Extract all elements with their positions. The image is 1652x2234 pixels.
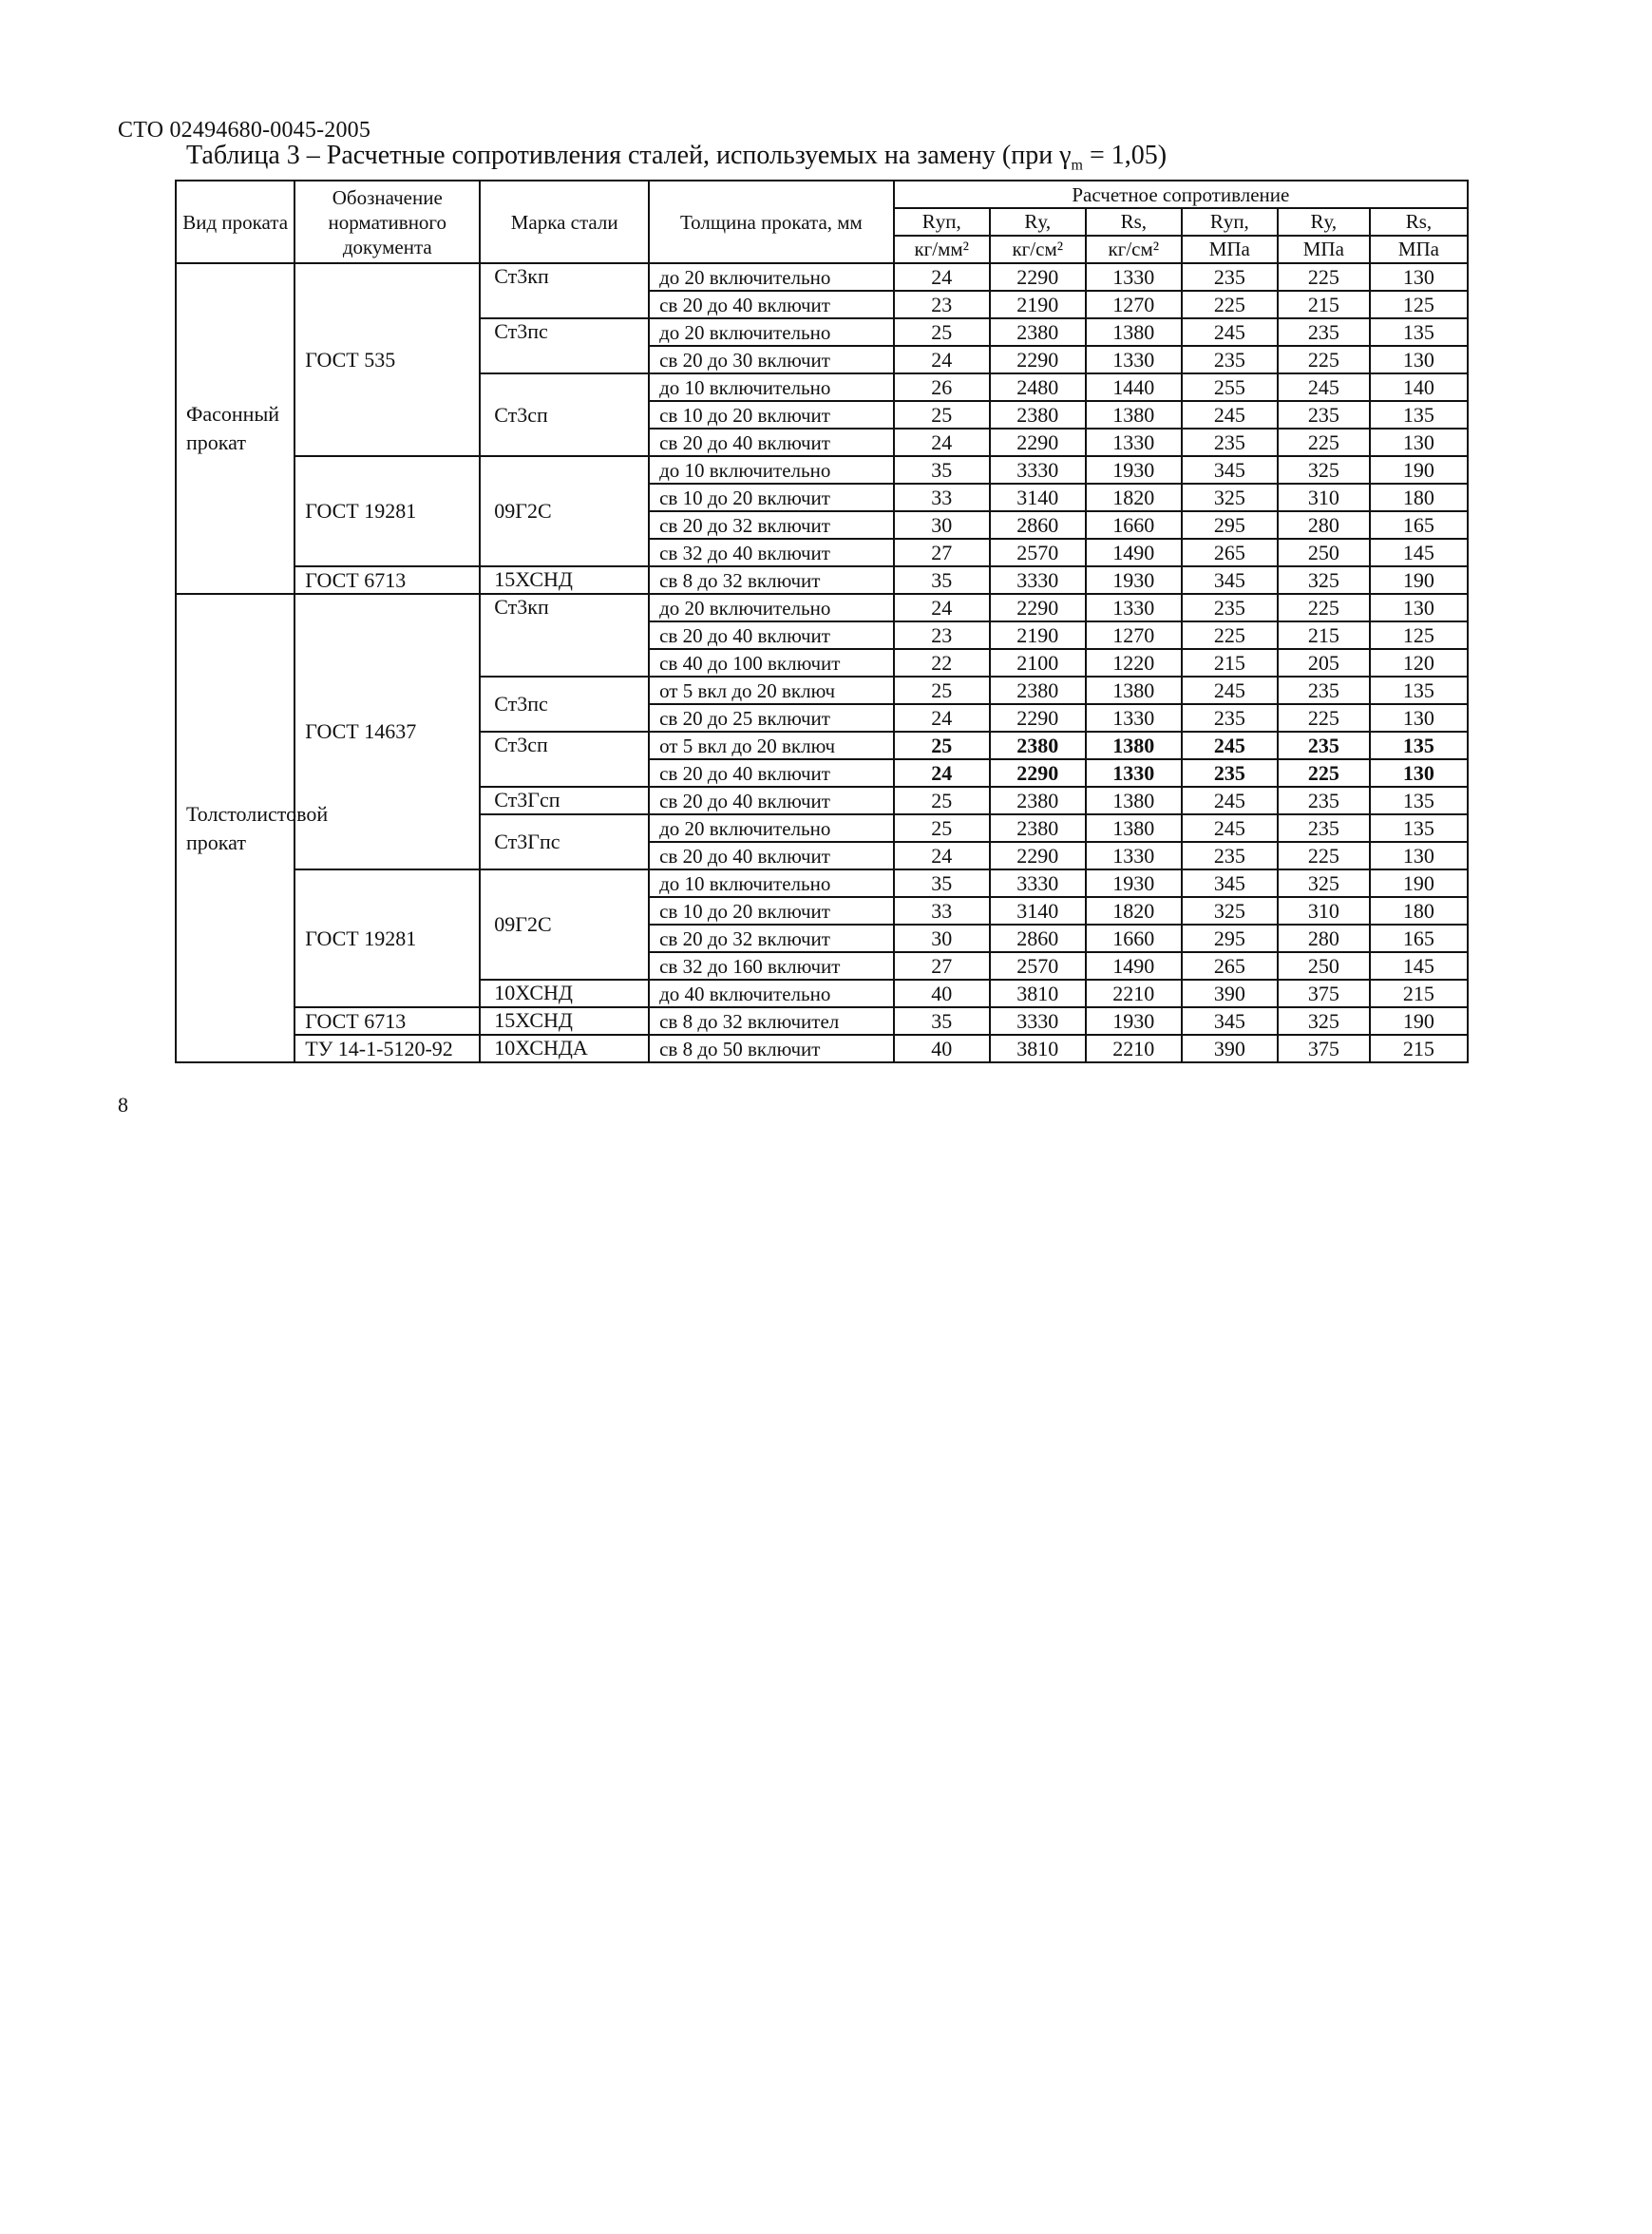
thickness-cell: св 8 до 32 включит	[649, 566, 894, 594]
value-cell: 325	[1278, 566, 1370, 594]
header-unit5: МПа	[1278, 236, 1370, 263]
value-cell: 130	[1370, 346, 1468, 373]
thickness-cell: до 40 включительно	[649, 980, 894, 1007]
header-unit6: МПа	[1370, 236, 1468, 263]
value-cell: 390	[1182, 980, 1278, 1007]
value-cell: 2290	[990, 842, 1086, 869]
grade-cell: Ст3пс	[480, 318, 649, 373]
thickness-cell: до 20 включительно	[649, 263, 894, 291]
table-row	[176, 594, 1468, 621]
value-cell: 1930	[1086, 1007, 1182, 1035]
value-cell: 125	[1370, 291, 1468, 318]
grade-cell: Ст3сп	[480, 732, 649, 787]
value-cell: 2290	[990, 429, 1086, 456]
thickness-cell: от 5 вкл до 20 включ	[649, 677, 894, 704]
grade-cell: 10ХСНД	[480, 980, 649, 1007]
thickness-cell: св 10 до 20 включит	[649, 401, 894, 429]
value-cell: 2210	[1086, 1035, 1182, 1062]
value-cell: 165	[1370, 925, 1468, 952]
table-row	[176, 566, 1468, 594]
grade-cell: Ст3кп	[480, 263, 649, 318]
value-cell: 215	[1278, 621, 1370, 649]
value-cell: 30	[894, 925, 990, 952]
value-cell: 1380	[1086, 677, 1182, 704]
value-cell: 325	[1182, 484, 1278, 511]
value-cell: 24	[894, 263, 990, 291]
thickness-cell: св 32 до 160 включит	[649, 952, 894, 980]
page-number: 8	[118, 1093, 128, 1117]
value-cell: 245	[1182, 732, 1278, 759]
value-cell: 325	[1278, 1007, 1370, 1035]
value-cell: 235	[1182, 263, 1278, 291]
value-cell: 2860	[990, 925, 1086, 952]
value-cell: 310	[1278, 484, 1370, 511]
thickness-cell: св 20 до 40 включит	[649, 842, 894, 869]
table-caption	[186, 141, 1167, 175]
value-cell: 2190	[990, 291, 1086, 318]
value-cell: 1490	[1086, 539, 1182, 566]
value-cell: 2570	[990, 539, 1086, 566]
grade-cell: Ст3кп	[480, 594, 649, 677]
thickness-cell: св 20 до 40 включит	[649, 759, 894, 787]
value-cell: 3140	[990, 484, 1086, 511]
thickness-cell: св 8 до 32 включител	[649, 1007, 894, 1035]
grade-cell: 10ХСНДА	[480, 1035, 649, 1062]
value-cell: 225	[1278, 759, 1370, 787]
value-cell: 3140	[990, 897, 1086, 925]
header-thickness: Толщина проката, мм	[649, 181, 894, 263]
value-cell: 125	[1370, 621, 1468, 649]
value-cell: 390	[1182, 1035, 1278, 1062]
caption-subscript: m	[1071, 157, 1083, 174]
value-cell: 235	[1182, 594, 1278, 621]
value-cell: 225	[1278, 429, 1370, 456]
value-cell: 33	[894, 897, 990, 925]
doc-cell: ГОСТ 535	[294, 263, 480, 456]
header-unit2: кг/см²	[990, 236, 1086, 263]
value-cell: 180	[1370, 897, 1468, 925]
kind-cell: Фасонный прокат	[176, 263, 294, 594]
value-cell: 1330	[1086, 346, 1182, 373]
value-cell: 1270	[1086, 621, 1182, 649]
value-cell: 3810	[990, 980, 1086, 1007]
value-cell: 2290	[990, 594, 1086, 621]
value-cell: 135	[1370, 814, 1468, 842]
thickness-cell: до 10 включительно	[649, 456, 894, 484]
value-cell: 1380	[1086, 787, 1182, 814]
value-cell: 225	[1182, 621, 1278, 649]
thickness-cell: до 10 включительно	[649, 373, 894, 401]
value-cell: 235	[1182, 346, 1278, 373]
value-cell: 245	[1278, 373, 1370, 401]
value-cell: 30	[894, 511, 990, 539]
value-cell: 375	[1278, 1035, 1370, 1062]
value-cell: 24	[894, 759, 990, 787]
value-cell: 135	[1370, 677, 1468, 704]
table-row	[176, 1035, 1468, 1062]
value-cell: 1660	[1086, 511, 1182, 539]
value-cell: 2290	[990, 759, 1086, 787]
value-cell: 23	[894, 291, 990, 318]
value-cell: 345	[1182, 566, 1278, 594]
value-cell: 3330	[990, 1007, 1086, 1035]
grade-cell: 15ХСНД	[480, 1007, 649, 1035]
thickness-cell: св 32 до 40 включит	[649, 539, 894, 566]
value-cell: 24	[894, 594, 990, 621]
header-col6: Rs,	[1370, 208, 1468, 236]
thickness-cell: до 20 включительно	[649, 594, 894, 621]
doc-cell: ГОСТ 6713	[294, 566, 480, 594]
value-cell: 25	[894, 814, 990, 842]
value-cell: 3330	[990, 869, 1086, 897]
value-cell: 1490	[1086, 952, 1182, 980]
value-cell: 245	[1182, 814, 1278, 842]
value-cell: 1330	[1086, 263, 1182, 291]
header-col4: Rуп,	[1182, 208, 1278, 236]
value-cell: 2380	[990, 318, 1086, 346]
value-cell: 190	[1370, 1007, 1468, 1035]
value-cell: 130	[1370, 842, 1468, 869]
value-cell: 2290	[990, 263, 1086, 291]
header-document: Обозначение нормативного документа	[294, 181, 480, 263]
value-cell: 120	[1370, 649, 1468, 677]
value-cell: 245	[1182, 401, 1278, 429]
value-cell: 1270	[1086, 291, 1182, 318]
value-cell: 235	[1278, 401, 1370, 429]
value-cell: 2190	[990, 621, 1086, 649]
value-cell: 180	[1370, 484, 1468, 511]
value-cell: 2480	[990, 373, 1086, 401]
value-cell: 1930	[1086, 869, 1182, 897]
value-cell: 135	[1370, 787, 1468, 814]
value-cell: 2380	[990, 677, 1086, 704]
value-cell: 1330	[1086, 594, 1182, 621]
table-row	[176, 1007, 1468, 1035]
value-cell: 35	[894, 869, 990, 897]
grade-cell: Ст3сп	[480, 373, 649, 456]
value-cell: 2380	[990, 814, 1086, 842]
table-row	[176, 263, 1468, 291]
value-cell: 1380	[1086, 814, 1182, 842]
value-cell: 2860	[990, 511, 1086, 539]
value-cell: 345	[1182, 869, 1278, 897]
value-cell: 190	[1370, 456, 1468, 484]
value-cell: 25	[894, 401, 990, 429]
value-cell: 235	[1182, 429, 1278, 456]
value-cell: 24	[894, 429, 990, 456]
value-cell: 2100	[990, 649, 1086, 677]
header-unit1: кг/мм²	[894, 236, 990, 263]
value-cell: 2290	[990, 346, 1086, 373]
value-cell: 26	[894, 373, 990, 401]
value-cell: 145	[1370, 539, 1468, 566]
grade-cell: Ст3пс	[480, 677, 649, 732]
thickness-cell: до 20 включительно	[649, 814, 894, 842]
value-cell: 27	[894, 952, 990, 980]
value-cell: 1820	[1086, 897, 1182, 925]
value-cell: 245	[1182, 787, 1278, 814]
value-cell: 375	[1278, 980, 1370, 1007]
value-cell: 35	[894, 456, 990, 484]
value-cell: 295	[1182, 511, 1278, 539]
value-cell: 1330	[1086, 842, 1182, 869]
value-cell: 1660	[1086, 925, 1182, 952]
value-cell: 190	[1370, 869, 1468, 897]
value-cell: 24	[894, 842, 990, 869]
value-cell: 2380	[990, 401, 1086, 429]
value-cell: 235	[1278, 732, 1370, 759]
table-row	[176, 869, 1468, 897]
value-cell: 35	[894, 566, 990, 594]
value-cell: 135	[1370, 732, 1468, 759]
thickness-cell: св 20 до 30 включит	[649, 346, 894, 373]
doc-cell: ГОСТ 6713	[294, 1007, 480, 1035]
thickness-cell: св 20 до 40 включит	[649, 429, 894, 456]
grade-cell: 09Г2С	[480, 456, 649, 566]
grade-cell: Ст3Гпс	[480, 814, 649, 869]
thickness-cell: св 40 до 100 включит	[649, 649, 894, 677]
value-cell: 215	[1182, 649, 1278, 677]
thickness-cell: от 5 вкл до 20 включ	[649, 732, 894, 759]
header-col5: Rу,	[1278, 208, 1370, 236]
value-cell: 345	[1182, 1007, 1278, 1035]
doc-cell: ГОСТ 14637	[294, 594, 480, 869]
doc-cell: ТУ 14-1-5120-92	[294, 1035, 480, 1062]
value-cell: 325	[1278, 456, 1370, 484]
header-design-resistance: Расчетное сопротивление	[894, 181, 1468, 208]
value-cell: 265	[1182, 539, 1278, 566]
value-cell: 250	[1278, 952, 1370, 980]
value-cell: 190	[1370, 566, 1468, 594]
value-cell: 235	[1278, 787, 1370, 814]
value-cell: 3330	[990, 456, 1086, 484]
value-cell: 1380	[1086, 318, 1182, 346]
value-cell: 235	[1278, 814, 1370, 842]
value-cell: 325	[1278, 869, 1370, 897]
steel-resistance-table	[175, 180, 1469, 1063]
thickness-cell: св 20 до 40 включит	[649, 621, 894, 649]
value-cell: 205	[1278, 649, 1370, 677]
value-cell: 250	[1278, 539, 1370, 566]
thickness-cell: св 20 до 40 включит	[649, 787, 894, 814]
value-cell: 1220	[1086, 649, 1182, 677]
value-cell: 40	[894, 1035, 990, 1062]
value-cell: 215	[1370, 1035, 1468, 1062]
value-cell: 1380	[1086, 732, 1182, 759]
value-cell: 2380	[990, 787, 1086, 814]
value-cell: 1330	[1086, 759, 1182, 787]
thickness-cell: св 10 до 20 включит	[649, 484, 894, 511]
header-steel-grade: Марка стали	[480, 181, 649, 263]
value-cell: 25	[894, 318, 990, 346]
value-cell: 225	[1278, 346, 1370, 373]
doc-cell: ГОСТ 19281	[294, 456, 480, 566]
value-cell: 245	[1182, 677, 1278, 704]
value-cell: 140	[1370, 373, 1468, 401]
caption-prefix: Таблица 3 – Расчетные сопротивления сталей, используемых на замену (при γ	[186, 141, 1072, 170]
value-cell: 135	[1370, 318, 1468, 346]
thickness-cell: св 10 до 20 включит	[649, 897, 894, 925]
value-cell: 25	[894, 787, 990, 814]
value-cell: 225	[1278, 594, 1370, 621]
grade-cell: 09Г2С	[480, 869, 649, 980]
header-unit3: кг/см²	[1086, 236, 1182, 263]
value-cell: 325	[1182, 897, 1278, 925]
value-cell: 25	[894, 732, 990, 759]
thickness-cell: св 8 до 50 включит	[649, 1035, 894, 1062]
doc-cell: ГОСТ 19281	[294, 869, 480, 1007]
value-cell: 24	[894, 704, 990, 732]
thickness-cell: св 20 до 40 включит	[649, 291, 894, 318]
value-cell: 245	[1182, 318, 1278, 346]
value-cell: 1380	[1086, 401, 1182, 429]
value-cell: 235	[1278, 318, 1370, 346]
table-row	[176, 456, 1468, 484]
header-col3: Rs,	[1086, 208, 1182, 236]
value-cell: 130	[1370, 429, 1468, 456]
value-cell: 2570	[990, 952, 1086, 980]
value-cell: 1930	[1086, 456, 1182, 484]
header-kind: Вид проката	[176, 181, 294, 263]
grade-cell: Ст3Гсп	[480, 787, 649, 814]
value-cell: 2210	[1086, 980, 1182, 1007]
value-cell: 33	[894, 484, 990, 511]
value-cell: 280	[1278, 925, 1370, 952]
value-cell: 1820	[1086, 484, 1182, 511]
value-cell: 265	[1182, 952, 1278, 980]
thickness-cell: до 10 включительно	[649, 869, 894, 897]
value-cell: 235	[1182, 759, 1278, 787]
value-cell: 23	[894, 621, 990, 649]
value-cell: 3810	[990, 1035, 1086, 1062]
value-cell: 35	[894, 1007, 990, 1035]
value-cell: 25	[894, 677, 990, 704]
value-cell: 295	[1182, 925, 1278, 952]
header-col1: Rуп,	[894, 208, 990, 236]
value-cell: 225	[1278, 263, 1370, 291]
caption-suffix: = 1,05)	[1083, 141, 1168, 170]
value-cell: 145	[1370, 952, 1468, 980]
value-cell: 235	[1182, 704, 1278, 732]
value-cell: 24	[894, 346, 990, 373]
value-cell: 345	[1182, 456, 1278, 484]
kind-cell: Толстолистовой прокат	[176, 594, 294, 1062]
value-cell: 2290	[990, 704, 1086, 732]
thickness-cell: до 20 включительно	[649, 318, 894, 346]
value-cell: 40	[894, 980, 990, 1007]
value-cell: 215	[1370, 980, 1468, 1007]
value-cell: 130	[1370, 759, 1468, 787]
value-cell: 1440	[1086, 373, 1182, 401]
value-cell: 3330	[990, 566, 1086, 594]
value-cell: 130	[1370, 263, 1468, 291]
header-col2: Rу,	[990, 208, 1086, 236]
value-cell: 135	[1370, 401, 1468, 429]
value-cell: 225	[1182, 291, 1278, 318]
value-cell: 235	[1278, 677, 1370, 704]
thickness-cell: св 20 до 32 включит	[649, 511, 894, 539]
value-cell: 225	[1278, 704, 1370, 732]
value-cell: 1330	[1086, 704, 1182, 732]
value-cell: 165	[1370, 511, 1468, 539]
value-cell: 1930	[1086, 566, 1182, 594]
thickness-cell: св 20 до 25 включит	[649, 704, 894, 732]
value-cell: 310	[1278, 897, 1370, 925]
value-cell: 215	[1278, 291, 1370, 318]
value-cell: 235	[1182, 842, 1278, 869]
value-cell: 225	[1278, 842, 1370, 869]
value-cell: 22	[894, 649, 990, 677]
header-unit4: МПа	[1182, 236, 1278, 263]
grade-cell: 15ХСНД	[480, 566, 649, 594]
value-cell: 130	[1370, 704, 1468, 732]
thickness-cell: св 20 до 32 включит	[649, 925, 894, 952]
value-cell: 2380	[990, 732, 1086, 759]
document-code: СТО 02494680-0045-2005	[118, 118, 371, 143]
value-cell: 280	[1278, 511, 1370, 539]
value-cell: 255	[1182, 373, 1278, 401]
value-cell: 27	[894, 539, 990, 566]
value-cell: 1330	[1086, 429, 1182, 456]
value-cell: 130	[1370, 594, 1468, 621]
